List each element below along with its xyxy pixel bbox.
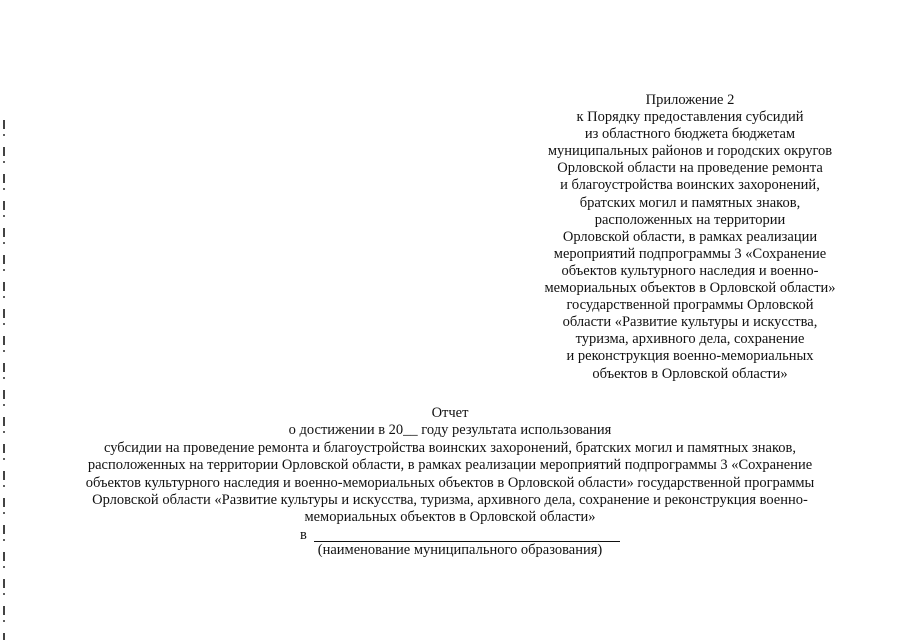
report-subtitle-line: Орловской области «Развитие культуры и искусства, туризма, архивного дела, сохранение и реконструкция военно- bbox=[92, 492, 808, 509]
report-subtitle-line: мемориальных объектов в Орловской области» bbox=[304, 509, 596, 526]
appendix-line: Орловской области на проведение ремонта bbox=[557, 160, 823, 177]
appendix-line: государственной программы Орловской bbox=[566, 297, 814, 314]
appendix-line: Приложение 2 bbox=[645, 92, 735, 108]
appendix-line: объектов в Орловской области» bbox=[592, 365, 788, 382]
appendix-line: мероприятий подпрограммы 3 «Сохранение bbox=[553, 245, 827, 262]
appendix-line: туризма, архивного дела, сохранение bbox=[575, 331, 805, 348]
appendix-line: области «Развитие культуры и искусства, bbox=[562, 314, 818, 331]
report-subtitle-line: расположенных на территории Орловской области, в рамках реализации мероприятий подпрограммы 3 «Сохранение bbox=[87, 457, 813, 474]
appendix-line: из областного бюджета бюджетам bbox=[584, 126, 796, 143]
report-subtitle-line: о достижении в 20__ году результата использования bbox=[288, 422, 612, 439]
report-subtitle-line: объектов культурного наследия и военно-мемориальных объектов в Орловской области» государственной программы bbox=[85, 474, 815, 491]
appendix-line: и реконструкция военно-мемориальных bbox=[566, 348, 814, 365]
appendix-heading bbox=[530, 92, 850, 383]
appendix-line: мемориальных объектов в Орловской области» bbox=[544, 280, 836, 297]
municipality-prefix: в bbox=[300, 527, 307, 543]
scan-edge-artifact bbox=[3, 120, 5, 640]
municipality-caption: (наименование муниципального образования) bbox=[317, 542, 603, 558]
appendix-line: муниципальных районов и городских округов bbox=[547, 143, 833, 160]
appendix-line: расположенных на территории bbox=[594, 211, 786, 228]
appendix-line: объектов культурного наследия и военно- bbox=[561, 262, 819, 279]
report-subtitle-line: субсидии на проведение ремонта и благоустройства воинских захоронений, братских могил и памятных знаков, bbox=[104, 439, 796, 456]
appendix-line: Орловской области, в рамках реализации bbox=[562, 228, 818, 245]
appendix-line: и благоустройства воинских захоронений, bbox=[560, 177, 820, 194]
appendix-line: к Порядку предоставления субсидий bbox=[576, 109, 804, 126]
report-title: Отчет bbox=[431, 405, 469, 421]
report-heading bbox=[70, 405, 830, 527]
appendix-line: братских могил и памятных знаков, bbox=[579, 194, 801, 211]
